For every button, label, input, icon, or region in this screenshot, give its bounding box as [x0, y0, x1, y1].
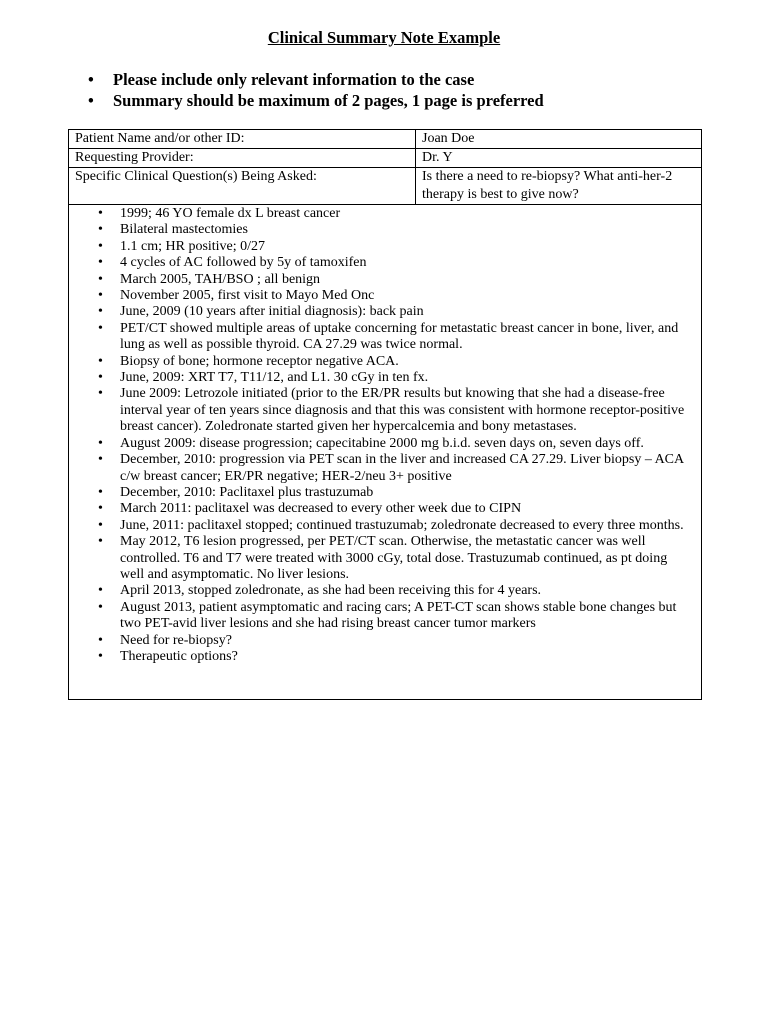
list-item: • Therapeutic options? [69, 649, 701, 665]
list-item: • June, 2011: paclitaxel stopped; continued trastuzumab; zoledronate decreased to every three months. [69, 518, 701, 534]
list-item: • 4 cycles of AC followed by 5y of tamoxifen [69, 255, 701, 271]
list-item: • August 2009: disease progression; capecitabine 2000 mg b.i.d. seven days on, seven days off. [69, 436, 701, 452]
patient-id-value: Joan Doe [416, 130, 702, 149]
clinical-summary-table [68, 129, 702, 700]
instruction-item: • Please include only relevant information to the case [88, 69, 544, 90]
list-item: • March 2011: paclitaxel was decreased to every other week due to CIPN [69, 501, 701, 517]
list-item: • June, 2009 (10 years after initial diagnosis): back pain [69, 304, 701, 320]
table-row-summary [69, 205, 702, 700]
table-row-question [69, 168, 702, 205]
patient-id-label: Patient Name and/or other ID: [69, 130, 416, 149]
list-item: • Biopsy of bone; hormone receptor negative ACA. [69, 354, 701, 370]
list-item: • June 2009: Letrozole initiated (prior to the ER/PR results but knowing that she had a disease-free interval year of ten years since diagnosis and that this was consistent with hormone receptor-positive breast cancer). Zoledronate started given her hypercalcemia and bony metastases. [69, 386, 701, 435]
instruction-item: • Summary should be maximum of 2 pages, 1 page is preferred [88, 90, 544, 111]
list-item: • 1999; 46 YO female dx L breast cancer [69, 206, 701, 222]
clinical-question-label: Specific Clinical Question(s) Being Asked: [69, 168, 416, 205]
instructions-list [88, 69, 544, 111]
list-item: • August 2013, patient asymptomatic and racing cars; A PET-CT scan shows stable bone changes but two PET-avid liver lesions and she had rising breast cancer tumor markers [69, 600, 701, 633]
summary-list [69, 206, 701, 665]
list-item: • November 2005, first visit to Mayo Med Onc [69, 288, 701, 304]
table-row-provider [69, 149, 702, 168]
requesting-provider-value: Dr. Y [416, 149, 702, 168]
requesting-provider-label: Requesting Provider: [69, 149, 416, 168]
list-item: • March 2005, TAH/BSO ; all benign [69, 272, 701, 288]
list-item: • May 2012, T6 lesion progressed, per PET/CT scan. Otherwise, the metastatic cancer was well controlled. T6 and T7 were treated with 3000 cGy, total dose. Trastuzumab continued, as pt doing well and asymptomatic. No liver lesions. [69, 534, 701, 583]
list-item: • April 2013, stopped zoledronate, as she had been receiving this for 4 years. [69, 583, 701, 599]
summary-cell [69, 205, 702, 700]
list-item: • December, 2010: Paclitaxel plus trastuzumab [69, 485, 701, 501]
list-item: • June, 2009: XRT T7, T11/12, and L1. 30 cGy in ten fx. [69, 370, 701, 386]
list-item: • PET/CT showed multiple areas of uptake concerning for metastatic breast cancer in bone, liver, and lung as well as possible thyroid. CA 27.29 was twice normal. [69, 321, 701, 354]
list-item: • Need for re-biopsy? [69, 633, 701, 649]
clinical-question-value: Is there a need to re-biopsy? What anti-her-2 therapy is best to give now? [416, 168, 702, 205]
list-item: • 1.1 cm; HR positive; 0/27 [69, 239, 701, 255]
list-item: • December, 2010: progression via PET scan in the liver and increased CA 27.29. Liver biopsy – ACA c/w breast cancer; ER/PR negative; HER-2/neu 3+ positive [69, 452, 701, 485]
list-item: • Bilateral mastectomies [69, 222, 701, 238]
page-title: Clinical Summary Note Example [267, 28, 501, 47]
table-row-patient [69, 130, 702, 149]
